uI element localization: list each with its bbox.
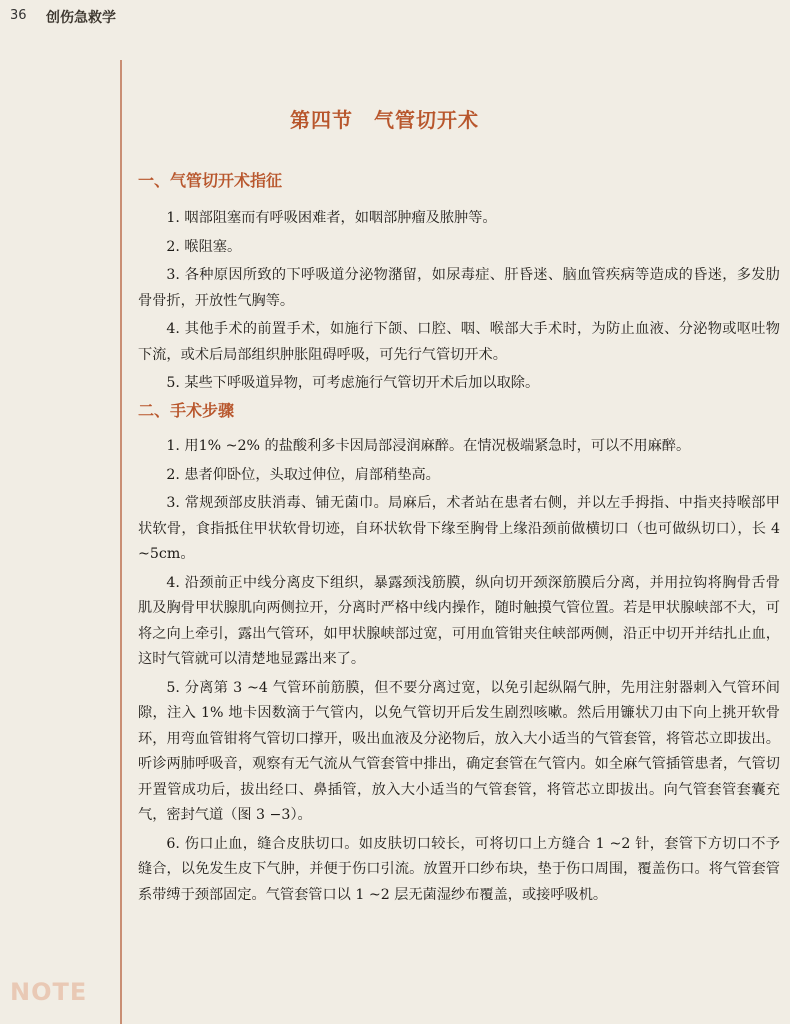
heading-steps: 二、手术步骤: [138, 401, 235, 420]
list-item: 6. 伤口止血，缝合皮肤切口。如皮肤切口较长，可将切口上方缝合 1 ~2 针，套管下方切口不予缝合，以免发生皮下气肿，并便于伤口引流。放置开口纱布块，垫于伤口周围，覆盖伤口。将气管套管系带缚于颈部固定。气管套管口以 1 ~2 层无菌湿纱布覆盖，或接呼吸机。: [138, 835, 780, 903]
page-header: [0, 0, 790, 30]
page-number: 36: [10, 8, 27, 23]
list-item: 4. 其他手术的前置手术，如施行下颌、口腔、咽、喉部大手术时，为防止血液、分泌物或呕吐物下流，或术后局部组织肿胀阻碍呼吸，可先行气管切开术。: [138, 321, 780, 363]
heading-indications: 一、气管切开术指征: [138, 171, 283, 190]
list-item: 3. 常规颈部皮肤消毒、铺无菌巾。局麻后，术者站在患者右侧，并以左手拇指、中指夹持喉部甲状软骨，食指抵住甲状软骨切迹，自环状软骨下缘至胸骨上缘沿颈前做横切口（也可做纵切口），长 4 ~5cm。: [138, 495, 780, 562]
running-title: 创伤急救学: [46, 10, 116, 26]
list-item: 5. 某些下呼吸道异物，可考虑施行气管切开术后加以取除。: [166, 375, 540, 391]
list-item: 2. 喉阻塞。: [166, 238, 242, 255]
note-mark: NOTE: [10, 978, 88, 1006]
section-title: 第四节 气管切开术: [290, 108, 479, 132]
list-item: 2. 患者仰卧位，头取过伸位，肩部稍垫高。: [166, 466, 440, 483]
steps-list: [138, 434, 780, 911]
list-item: 1. 咽部阻塞而有呼吸困难者，如咽部肿瘤及脓肿等。: [166, 210, 497, 226]
list-item: 4. 沿颈前正中线分离皮下组织，暴露颈浅筋膜，纵向切开颈深筋膜后分离，并用拉钩将胸骨舌骨肌及胸骨甲状腺肌向两侧拉开，分离时严格中线内操作，随时触摸气管位置。若是甲状腺峡部不大，可将之向上牵引，露出气管环，如甲状腺峡部过宽，可用血管钳夹住峡部两侧，沿正中切开并结扎止血，这时气管就可以清楚地显露出来了。: [138, 574, 780, 667]
list-item: 5. 分离第 3 ~4 气管环前筋膜，但不要分离过宽，以免引起纵隔气肿，先用注射器刺入气管环间隙，注入 1% 地卡因数滴于气管内，以免气管切开后发生剧烈咳嗽。然后用镰状刀由下向上挑开软骨环，用弯血管钳将气管切口撑开，吸出血液及分泌物后，放入大小适当的气管套管，将管芯立即拔出。听诊两肺呼吸音，观察有无气流从气管套管中排出，确定套管在气管内。如全麻气管插管患者，气管切开置管成功后，拔出经口、鼻插管，放入大小适当的气管套管，将管芯立即拔出。向气管套管套囊充气，密封气道（图 3 −3）。: [138, 679, 780, 823]
margin-rule: [120, 60, 122, 1024]
list-item: 1. 用1% ~2% 的盐酸利多卡因局部浸润麻醉。在情况极端紧急时，可以不用麻醉。: [166, 438, 691, 454]
indications-list: [138, 206, 780, 400]
list-item: 3. 各种原因所致的下呼吸道分泌物潴留，如尿毒症、肝昏迷、脑血管疾病等造成的昏迷，多发肋骨骨折，开放性气胸等。: [138, 267, 780, 309]
